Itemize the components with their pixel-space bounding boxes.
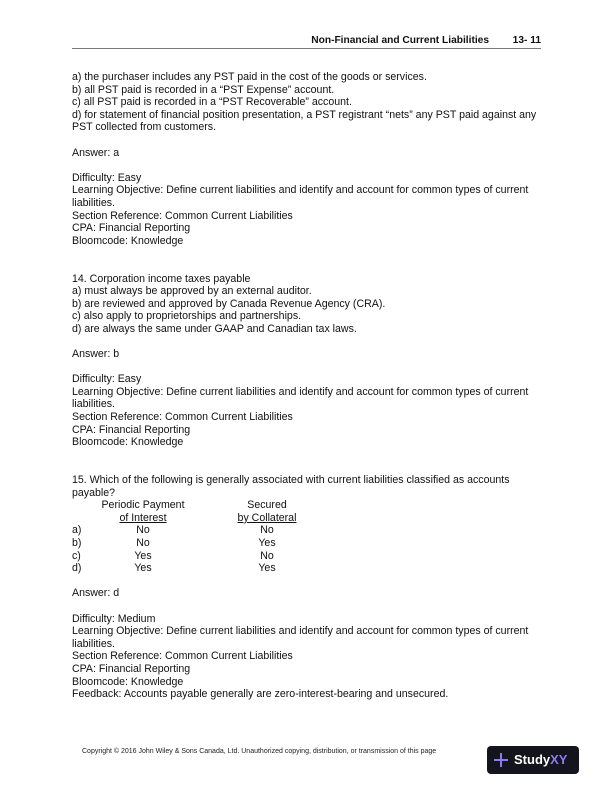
question-text: 15. Which of the following is generally associated with current liabilities classified as accounts payable?: [72, 474, 510, 499]
column-header-interest-line2: of Interest: [119, 511, 167, 524]
studyxy-badge[interactable]: [487, 746, 579, 774]
bloomcode: Bloomcode: Knowledge: [72, 234, 184, 247]
copyright-footer: Copyright © 2016 John Wiley & Sons Canada, Ltd. Unauthorized copying, distribution, or transmission of this page: [82, 748, 437, 755]
bloomcode: Bloomcode: Knowledge: [72, 675, 184, 688]
row-secured-value: No: [260, 524, 274, 537]
row-secured-value: Yes: [258, 536, 276, 549]
feedback: Feedback: Accounts payable generally are zero-interest-bearing and unsecured.: [72, 688, 449, 701]
row-interest-value: Yes: [134, 549, 152, 562]
answer: Answer: a: [72, 146, 120, 159]
section-reference: Section Reference: Common Current Liabilities: [72, 209, 293, 222]
option-b: b) are reviewed and approved by Canada Revenue Agency (CRA).: [72, 297, 386, 310]
row-letter: c): [72, 549, 81, 562]
option-d: d) are always the same under GAAP and Canadian tax laws.: [72, 322, 357, 335]
option-d: d) for statement of financial position presentation, a PST registrant “nets” any PST paid against any PST collected from customers.: [72, 108, 537, 134]
learning-objective: Learning Objective: Define current liabilities and identify and account for common types of current liabilities.: [72, 184, 529, 209]
row-secured-value: No: [260, 549, 274, 562]
cpa: CPA: Financial Reporting: [72, 662, 191, 675]
row-interest-value: Yes: [134, 562, 152, 575]
cpa: CPA: Financial Reporting: [72, 222, 191, 235]
brand-name-part1: Study: [514, 751, 551, 767]
section-reference: Section Reference: Common Current Liabilities: [72, 411, 293, 424]
answer: Answer: b: [72, 348, 120, 361]
brand-name-part2: XY: [550, 751, 568, 767]
column-header-secured: Secured: [247, 499, 287, 512]
question-14: [72, 273, 542, 449]
difficulty: Difficulty: Easy: [72, 171, 142, 184]
question-13: [72, 71, 542, 247]
chapter-title: Non-Financial and Current Liabilities: [311, 35, 489, 46]
row-letter: a): [72, 524, 82, 537]
page-number: 13- 11: [512, 35, 541, 46]
answer: Answer: d: [72, 587, 120, 600]
learning-objective: Learning Objective: Define current liabilities and identify and account for common types of current liabilities.: [72, 385, 529, 411]
row-letter: b): [72, 536, 82, 549]
option-a: a) must always be approved by an external auditor.: [72, 285, 312, 298]
option-a: a) the purchaser includes any PST paid in the cost of the goods or services.: [72, 71, 427, 83]
option-c: c) also apply to proprietorships and partnerships.: [72, 310, 302, 323]
row-interest-value: No: [136, 536, 150, 549]
difficulty: Difficulty: Medium: [72, 612, 156, 625]
option-b: b) all PST paid is recorded in a “PST Expense” account.: [72, 83, 335, 96]
row-secured-value: Yes: [258, 562, 276, 575]
cpa: CPA: Financial Reporting: [72, 423, 191, 436]
options-table: [72, 499, 542, 575]
column-header-interest: Periodic Payment: [101, 499, 185, 512]
learning-objective: Learning Objective: Define current liabilities and identify and account for common types of current liabilities.: [72, 625, 529, 650]
difficulty: Difficulty: Easy: [72, 373, 142, 386]
option-c: c) all PST paid is recorded in a “PST Recoverable” account.: [72, 96, 352, 109]
page-header: [72, 33, 541, 49]
section-reference: Section Reference: Common Current Liabilities: [72, 650, 293, 663]
question-15: [72, 474, 542, 701]
column-header-secured-line2: by Collateral: [237, 511, 297, 524]
row-interest-value: No: [136, 524, 150, 537]
plus-icon: [494, 753, 508, 767]
page-content: [72, 71, 542, 701]
row-letter: d): [72, 562, 82, 575]
bloomcode: Bloomcode: Knowledge: [72, 436, 184, 449]
question-text: 14. Corporation income taxes payable: [72, 272, 251, 285]
